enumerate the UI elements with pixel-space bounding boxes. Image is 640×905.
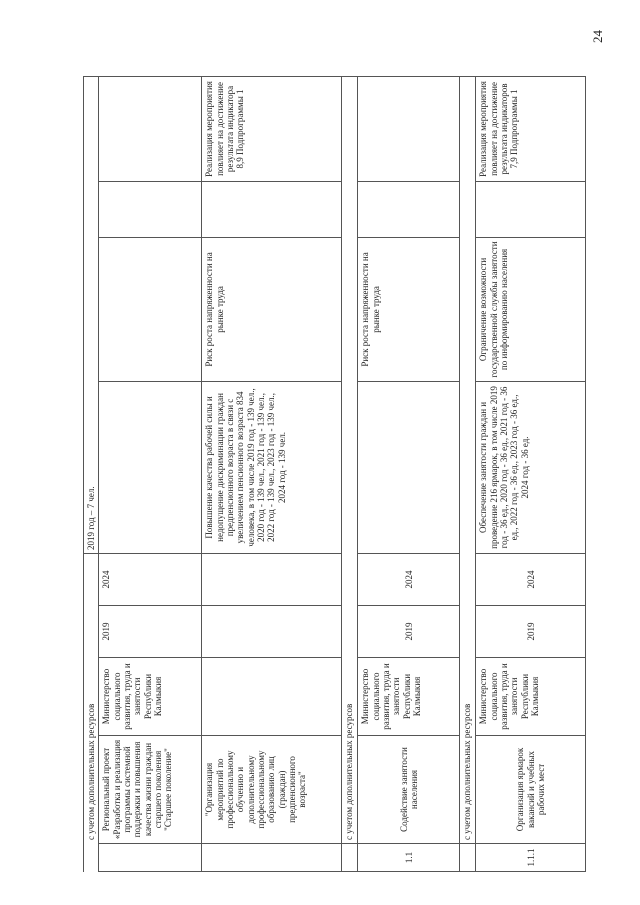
page-number: 24 bbox=[590, 30, 605, 43]
executor-cell: Министерство социального развития, труда и занятости Республики Калмыкия bbox=[358, 658, 460, 736]
row-number-cell bbox=[99, 844, 202, 872]
table-row bbox=[476, 76, 586, 871]
indicator-link-cell: Реализация мероприятия повлияет на достижение результата индикатора 8,9 Подпрограммы 1 bbox=[202, 76, 342, 181]
executor-cell bbox=[202, 658, 342, 736]
activity-name-cell: "Организация мероприятий по профессиональному обучению и дополнительному профессиональному образованию лиц (граждан) предпенсионного возраста" bbox=[202, 736, 342, 844]
executor-cell: Министерство социального развития, труда и занятости Республики Калмыкия bbox=[99, 658, 202, 736]
row-number-cell bbox=[342, 844, 358, 872]
risk-cell: Риск роста напряженности на рынке труда bbox=[358, 237, 460, 381]
start-year-cell: 2019 bbox=[476, 606, 586, 658]
activity-name-cell: Содействие занятости населения bbox=[358, 736, 460, 844]
empty-cell bbox=[358, 181, 460, 237]
empty-cell bbox=[476, 181, 586, 237]
table-row bbox=[460, 76, 476, 871]
result-cell bbox=[99, 381, 202, 553]
indicator-link-cell: Реализация мероприятия повлияет на достижение результата индикаторов 7,9 Подпрограммы 1 bbox=[476, 76, 586, 181]
activity-name-cell: Региональный проект «Разработка и реализация программы системной поддержки и повышения качества жизни граждан старшего поколения "Старшее поколение" bbox=[99, 736, 202, 844]
end-year-cell bbox=[202, 553, 342, 605]
result-cell: Повышение качества рабочей силы и недопущение дискриминации граждан предпенсионного возраста в связи с увеличением пенсионного возраста 834 человека, в том числе 2019 год - 139 чел., 2020 год - 139 чел., 2021 год - 139 чел., 2022 год - 139 чел., 2023 год - 139 чел., 2024 год - 139 чел. bbox=[202, 381, 342, 553]
table-row bbox=[99, 76, 202, 871]
risk-cell: Ограничение возможности государственной службы занятости по информированию населения bbox=[476, 237, 586, 381]
row-number-cell: 1.1.1 bbox=[476, 844, 586, 872]
row-number-cell bbox=[460, 844, 476, 872]
result-cell bbox=[358, 381, 460, 553]
program-activities-table bbox=[83, 76, 586, 872]
note-cell: с учетом дополнительных ресурсов bbox=[460, 76, 476, 843]
start-year-cell: 2019 bbox=[358, 606, 460, 658]
table-row bbox=[358, 76, 460, 871]
end-year-cell: 2024 bbox=[358, 553, 460, 605]
table-row bbox=[342, 76, 358, 871]
indicator-link-cell bbox=[358, 76, 460, 181]
note-tail-cell: 2019 год – 7 чел. bbox=[84, 76, 99, 553]
start-year-cell: 2019 bbox=[99, 606, 202, 658]
row-number-cell: 1.1 bbox=[358, 844, 460, 872]
empty-cell bbox=[202, 181, 342, 237]
empty-cell bbox=[99, 181, 202, 237]
result-cell: Обеспечение занятости граждан и проведение 216 ярмарок, в том числе 2019 год - 36 ед., 2020 год - 36 ед., 2021 год - 36 ед., 2022 год - 36 ед., 2023 год - 36 ед., 2024 год - 36 ед. bbox=[476, 381, 586, 553]
executor-cell: Министерство социального развития, труда и занятости Республики Калмыкия bbox=[476, 658, 586, 736]
end-year-cell: 2024 bbox=[476, 553, 586, 605]
note-cell: с учетом дополнительных ресурсов bbox=[342, 76, 358, 843]
activity-name-cell: Организация ярмарок вакансий и учебных рабочих мест bbox=[476, 736, 586, 844]
row-number-cell bbox=[84, 844, 99, 872]
note-cell: с учетом дополнительных ресурсов bbox=[84, 553, 99, 843]
risk-cell bbox=[99, 237, 202, 381]
end-year-cell: 2024 bbox=[99, 553, 202, 605]
table-row bbox=[202, 76, 342, 871]
risk-cell: Риск роста напряженности на рынке труда bbox=[202, 237, 342, 381]
table-row bbox=[84, 76, 99, 871]
indicator-link-cell bbox=[99, 76, 202, 181]
start-year-cell bbox=[202, 606, 342, 658]
row-number-cell bbox=[202, 844, 342, 872]
